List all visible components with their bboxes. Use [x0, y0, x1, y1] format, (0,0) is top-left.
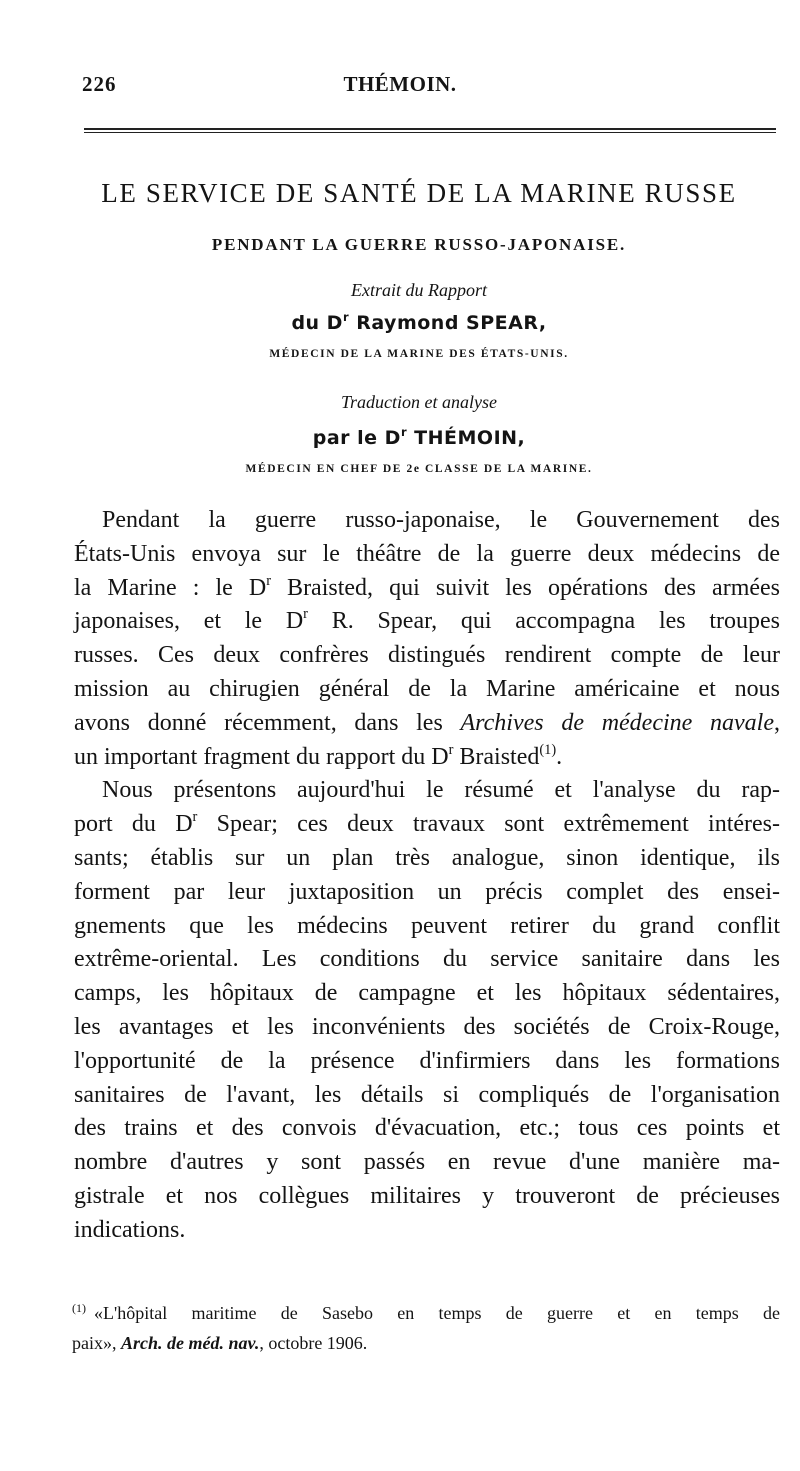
header-rule-thin [84, 132, 776, 133]
footnote [72, 1298, 780, 1358]
footnote-mark: (1) [72, 1300, 86, 1315]
footnote-line: $^{(1)}$ «L'hôpital maritime de Sasebo en temps de guerre et en temps de [72, 1300, 780, 1323]
text-line: avons donné récemment, dans les Archives de médecine navale, [74, 709, 780, 736]
text-line: camps, les hôpitaux de campagne et les hôpitaux sédentaires, [74, 980, 780, 1007]
text-line: États-Unis envoya sur le théâtre de la guerre deux médecins de [74, 540, 780, 567]
text-line: port du $D^r$ Spear; ces deux travaux sont extrêmement intéres- [74, 809, 780, 838]
translator-line: par le $D^r$ THÉMOIN, [312, 425, 526, 449]
journal-abbrev: Arch. de méd. nav. [121, 1333, 260, 1353]
text-line: extrême-oriental. Les conditions du service sanitaire dans les [74, 946, 780, 973]
text-line: Pendant la guerre russo-japonaise, le Gouvernement des [102, 507, 780, 533]
body-text [74, 504, 780, 1248]
text-line: indications. [74, 1216, 186, 1243]
text-line: mission au chirugien général de la Marine américaine et nous [74, 675, 780, 702]
text-line: gnements que les médecins peuvent retirer du grand conflit [74, 912, 780, 939]
author-line: du $D^r$ Raymond SPEAR, [291, 310, 547, 334]
text-line: la Marine : le $D^r$ Braisted, qui suivit les opérations des armées [74, 572, 781, 601]
text-line: forment par leur juxtaposition un précis complet des ensei- [74, 878, 780, 905]
text-line: nombre d'autres y sont passés en revue d'une manière ma- [74, 1149, 780, 1176]
translator-role: MÉDECIN EN CHEF DE 2e CLASSE DE LA MARINE. [245, 463, 593, 475]
page-number: 226 [82, 72, 117, 96]
text-line: un important fragment du rapport du $D^r$ Braisted$^{(1)}$. [74, 741, 563, 770]
article-subtitle: PENDANT LA GUERRE RUSSO-JAPONAISE. [211, 235, 627, 254]
text-line: gistrale et nos collègues militaires y trouveront de précieuses [74, 1182, 780, 1209]
article-title: LE SERVICE DE SANTÉ DE LA MARINE RUSSE [101, 178, 737, 208]
running-title: THÉMOIN. [343, 72, 457, 96]
journal-title: Archives de médecine navale [460, 709, 774, 736]
paragraph-1 [74, 504, 780, 774]
extract-note: Extrait du Rapport [351, 280, 487, 300]
text-line: Nous présentons aujourd'hui le résumé et l'analyse du rap- [102, 777, 780, 804]
text-line: japonaises, et le $D^r$ R. Spear, qui accompagna les troupes [74, 606, 780, 635]
text-line: l'opportunité de la présence d'infirmiers dans les formations [74, 1047, 780, 1074]
author-role: MÉDECIN DE LA MARINE DES ÉTATS-UNIS. [269, 348, 569, 360]
footnote-ref: (1) [539, 741, 557, 758]
header-rule [84, 128, 776, 130]
text-line: des trains et des convois d'évacuation, etc.; tous ces points et [74, 1115, 780, 1142]
text-line: russes. Ces deux confrères distingués rendirent compte de leur [74, 642, 780, 669]
text-line: les avantages et les inconvénients des sociétés de Croix-Rouge, [74, 1013, 780, 1040]
text-line: sanitaires de l'avant, les détails si compliqués de l'organisation [74, 1081, 780, 1108]
translation-note: Traduction et analyse [341, 392, 497, 412]
running-head [0, 72, 800, 102]
footnote-line: paix», Arch. de méd. nav., octobre 1906. [72, 1333, 368, 1353]
paragraph-2 [74, 774, 780, 1247]
text-line: sants; établis sur un plan très analogue, sinon identique, ils [74, 844, 780, 871]
